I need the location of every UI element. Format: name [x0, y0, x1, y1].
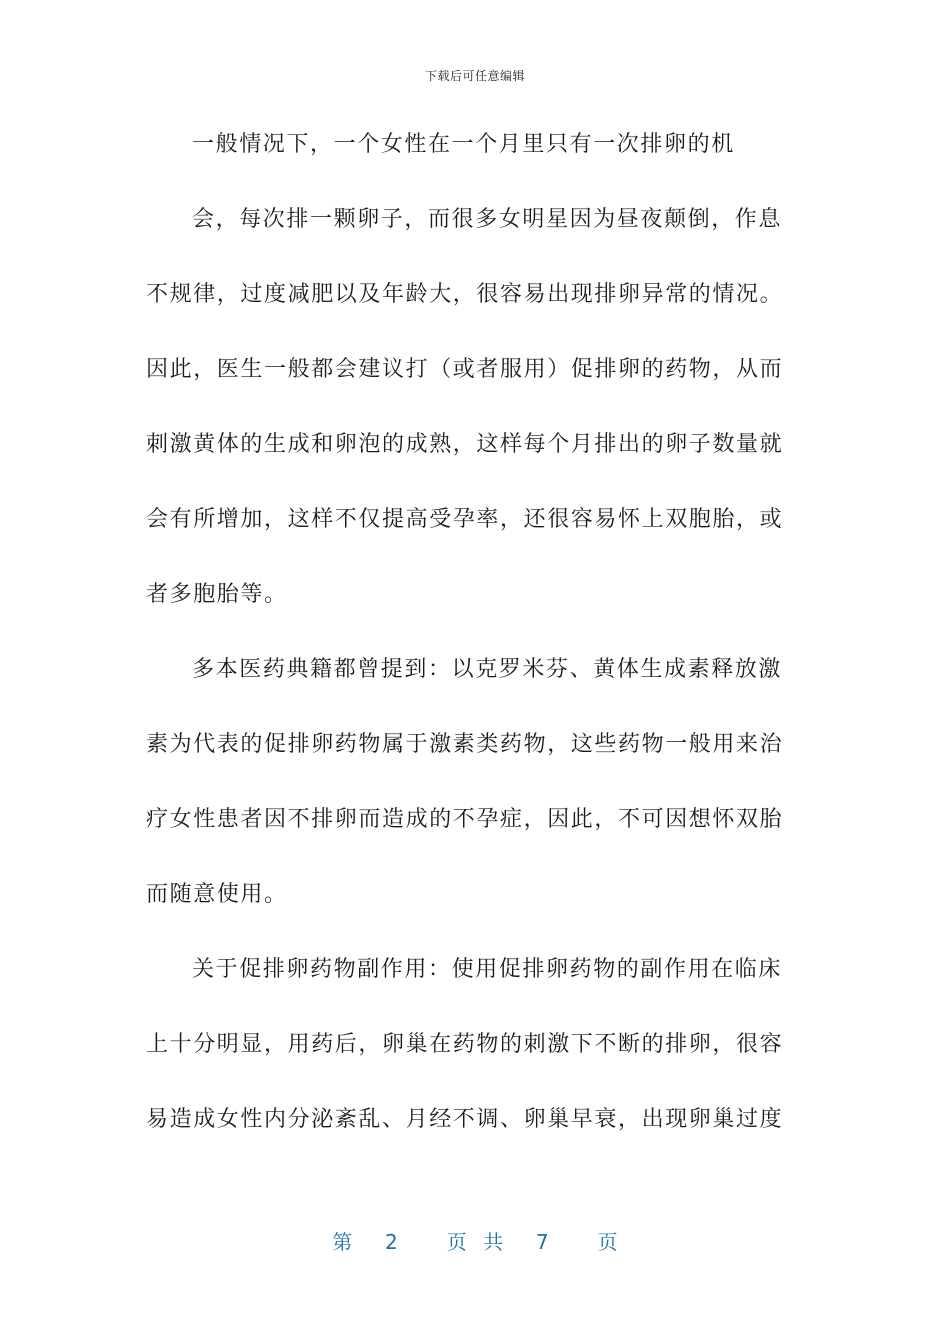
- paragraph-line: 多本医药典籍都曾提到：以克罗米芬、黄体生成素释放激: [192, 657, 783, 682]
- page-number: 第 2 页 共 7 页: [332, 1230, 618, 1254]
- paragraph-line: 关于促排卵药物副作用：使用促排卵药物的副作用在临床: [192, 957, 783, 982]
- paragraph-line: 上十分明显，用药后，卵巢在药物的刺激下不断的排卵，很容: [146, 1032, 784, 1057]
- paragraph-line: 会有所增加，这样不仅提高受孕率，还很容易怀上双胞胎，或: [146, 507, 784, 532]
- paragraph-line: 不规律，过度减肥以及年龄大，很容易出现排卵异常的情况。: [146, 282, 784, 307]
- paragraph-line: 疗女性患者因不排卵而造成的不孕症，因此，不可因想怀双胎: [146, 807, 784, 832]
- paragraph-line: 因此，医生一般都会建议打（或者服用）促排卵的药物，从而: [146, 357, 784, 382]
- paragraph-line: 者多胞胎等。: [146, 582, 288, 607]
- page-header: 下载后可任意编辑: [424, 69, 525, 83]
- paragraph-line: 而随意使用。: [146, 882, 288, 907]
- paragraph-line: 会，每次排一颗卵子，而很多女明星因为昼夜颠倒，作息: [192, 207, 783, 232]
- page-footer: [0, 1226, 950, 1255]
- paragraph-line: 易造成女性内分泌紊乱、月经不调、卵巢早衰，出现卵巢过度: [146, 1107, 784, 1132]
- paragraph-line: 刺激黄体的生成和卵泡的成熟，这样每个月排出的卵子数量就: [146, 432, 784, 457]
- paragraph-line: 素为代表的促排卵药物属于激素类药物，这些药物一般用来治: [146, 732, 784, 757]
- paragraph-line: 一般情况下，一个女性在一个月里只有一次排卵的机: [192, 132, 735, 157]
